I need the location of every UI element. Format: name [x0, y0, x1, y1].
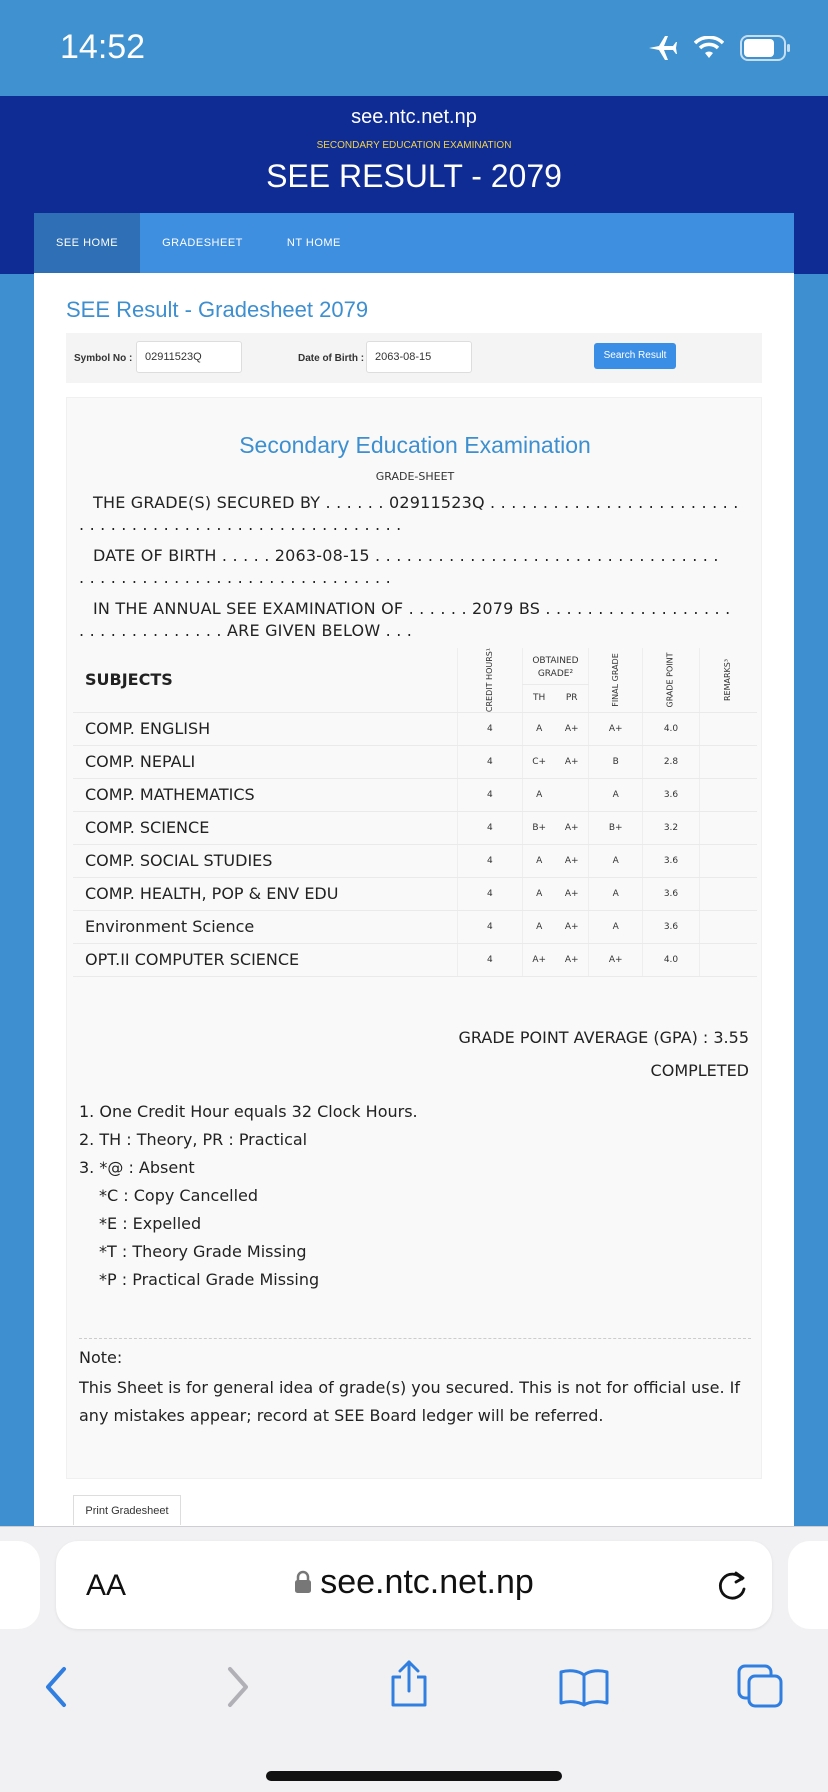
secured-by-text: THE GRADE(S) SECURED BY . . . . . . 02911523Q . . . . . . . . . . . . . . . . . . . . . . . . — [93, 493, 739, 512]
sheet-subtitle: GRADE-SHEET — [375, 470, 455, 483]
note-item: *P : Practical Grade Missing — [99, 1270, 320, 1289]
note-item: *T : Theory Grade Missing — [99, 1242, 307, 1261]
dob-label: Date of Birth : — [298, 353, 365, 364]
final-cell: A+ — [588, 712, 643, 745]
note-item: 2. TH : Theory, PR : Practical — [79, 1130, 308, 1149]
final-cell: B — [588, 745, 643, 778]
secured-by-line — [79, 492, 755, 514]
pr-cell: A+ — [555, 910, 588, 943]
exam-line-cont: . . . . . . . . . . . . . . ARE GIVEN BELOW . . . — [79, 621, 413, 640]
share-icon[interactable] — [388, 1659, 430, 1714]
note-text: This Sheet is for general idea of grade(s) you secured. This is not for official use. If any mistakes appear; record at SEE Board ledger will be referred. — [79, 1378, 740, 1425]
gp-cell: 3.6 — [643, 877, 699, 910]
table-row — [73, 712, 757, 745]
sheet-title: Secondary Education Examination — [239, 432, 591, 458]
pr-cell: A+ — [555, 877, 588, 910]
previous-tab-pill[interactable] — [0, 1541, 40, 1629]
th-cell: A — [522, 910, 555, 943]
back-icon[interactable] — [42, 1665, 72, 1714]
secured-by-line-cont: . . . . . . . . . . . . . . . . . . . . . . . . . . . . . . . — [79, 515, 402, 534]
print-gradesheet-button[interactable]: Print Gradesheet — [73, 1495, 181, 1525]
legend-notes — [79, 1098, 418, 1294]
pr-cell — [555, 778, 588, 811]
address-bar[interactable] — [56, 1541, 772, 1629]
battery-icon — [740, 35, 792, 61]
gp-cell: 3.6 — [643, 778, 699, 811]
dob-line — [79, 545, 755, 567]
remarks-cell — [699, 811, 757, 844]
tabs-icon[interactable] — [736, 1663, 784, 1714]
subject-cell: COMP. NEPALI — [73, 745, 457, 778]
reader-settings-button[interactable]: AA — [86, 1569, 127, 1602]
gp-cell: 4.0 — [643, 943, 699, 976]
gp-cell: 3.6 — [643, 910, 699, 943]
pr-cell: A+ — [555, 844, 588, 877]
credit-cell: 4 — [457, 910, 522, 943]
table-row — [73, 745, 757, 778]
pr-cell: A+ — [555, 712, 588, 745]
gpa-text: GRADE POINT AVERAGE (GPA) : 3.55 — [458, 1028, 749, 1047]
main-nav — [34, 213, 794, 273]
col-obtained-grade: OBTAINED GRADE² — [522, 648, 588, 684]
subject-cell: COMP. ENGLISH — [73, 712, 457, 745]
subject-cell: COMP. SOCIAL STUDIES — [73, 844, 457, 877]
remarks-cell — [699, 778, 757, 811]
pr-cell: A+ — [555, 943, 588, 976]
col-remarks: REMARKS³ — [699, 648, 757, 712]
th-cell: B+ — [522, 811, 555, 844]
completion-status: COMPLETED — [650, 1061, 749, 1080]
table-row — [73, 910, 757, 943]
col-credit-hours: CREDIT HOURS¹ — [457, 648, 522, 712]
final-cell: A — [588, 910, 643, 943]
left-gutter — [0, 274, 34, 1526]
lock-icon — [294, 1570, 312, 1594]
table-row — [73, 877, 757, 910]
content-panel — [34, 273, 794, 1526]
nav-nt-home[interactable]: NT HOME — [286, 237, 341, 249]
forward-icon[interactable] — [222, 1665, 252, 1714]
th-cell: C+ — [522, 745, 555, 778]
credit-cell: 4 — [457, 811, 522, 844]
table-row — [73, 943, 757, 976]
dob-input[interactable]: 2063-08-15 — [366, 341, 472, 373]
credit-cell: 4 — [457, 778, 522, 811]
credit-cell: 4 — [457, 844, 522, 877]
th-cell: A — [522, 712, 555, 745]
gp-cell: 4.0 — [643, 712, 699, 745]
status-bar — [0, 0, 828, 96]
th-cell: A+ — [522, 943, 555, 976]
symbol-input[interactable]: 02911523Q — [136, 341, 242, 373]
pr-cell: A+ — [555, 745, 588, 778]
credit-cell: 4 — [457, 877, 522, 910]
airplane-icon — [646, 34, 678, 62]
search-form — [66, 333, 762, 383]
table-row — [73, 811, 757, 844]
site-title: SEE RESULT - 2079 — [266, 158, 562, 194]
note-item: 1. One Credit Hour equals 32 Clock Hours. — [79, 1102, 418, 1121]
credit-cell: 4 — [457, 943, 522, 976]
dob-line-cont: . . . . . . . . . . . . . . . . . . . . . . . . . . . . . . — [79, 568, 391, 587]
symbol-label: Symbol No : — [74, 353, 133, 364]
wifi-icon — [694, 36, 724, 60]
note-item: *E : Expelled — [99, 1214, 202, 1233]
subject-cell: COMP. SCIENCE — [73, 811, 457, 844]
final-cell: B+ — [588, 811, 643, 844]
grade-table — [73, 648, 757, 977]
status-icons — [646, 34, 792, 62]
pr-cell: A+ — [555, 811, 588, 844]
page-title: SEE Result - Gradesheet 2079 — [66, 297, 369, 322]
col-grade-point: GRADE POINT — [643, 648, 699, 712]
status-time: 14:52 — [60, 28, 146, 66]
exam-text: IN THE ANNUAL SEE EXAMINATION OF . . . . . . 2079 BS . . . . . . . . . . . . . . . . . . — [93, 599, 731, 618]
reload-icon[interactable] — [714, 1565, 750, 1610]
remarks-cell — [699, 910, 757, 943]
right-gutter — [794, 274, 828, 1526]
table-row — [73, 844, 757, 877]
site-domain: see.ntc.net.np — [351, 106, 477, 128]
col-th: TH — [522, 684, 555, 712]
search-result-button[interactable]: Search Result — [594, 343, 676, 369]
next-tab-pill[interactable] — [788, 1541, 828, 1629]
remarks-cell — [699, 943, 757, 976]
note-item: *C : Copy Cancelled — [99, 1186, 259, 1205]
gp-cell: 3.2 — [643, 811, 699, 844]
site-subtitle: SECONDARY EDUCATION EXAMINATION — [316, 140, 512, 151]
dob-text: DATE OF BIRTH . . . . . 2063-08-15 . . . . . . . . . . . . . . . . . . . . . . . . . . . . . . . . . — [93, 546, 719, 565]
final-cell: A — [588, 877, 643, 910]
note-heading: Note: — [79, 1348, 123, 1367]
remarks-cell — [699, 844, 757, 877]
credit-cell: 4 — [457, 745, 522, 778]
col-subjects: SUBJECTS — [73, 648, 457, 712]
col-final-grade: FINAL GRADE — [588, 648, 643, 712]
gp-cell: 2.8 — [643, 745, 699, 778]
bookmarks-icon[interactable] — [558, 1667, 610, 1712]
col-pr: PR — [555, 684, 588, 712]
browser-toolbar — [0, 1657, 828, 1727]
remarks-cell — [699, 712, 757, 745]
th-cell: A — [522, 844, 555, 877]
home-indicator — [266, 1771, 562, 1781]
divider — [79, 1338, 751, 1339]
note-item: 3. *@ : Absent — [79, 1158, 195, 1177]
th-cell: A — [522, 877, 555, 910]
th-cell: A — [522, 778, 555, 811]
subject-cell: COMP. HEALTH, POP & ENV EDU — [73, 877, 457, 910]
final-cell: A+ — [588, 943, 643, 976]
gp-cell: 3.6 — [643, 844, 699, 877]
browser-bottom-bar — [0, 1526, 828, 1792]
url-text: see.ntc.net.np — [320, 1563, 534, 1601]
final-cell: A — [588, 844, 643, 877]
nav-gradesheet[interactable]: GRADESHEET — [162, 237, 243, 249]
subject-cell: Environment Science — [73, 910, 457, 943]
url-field[interactable] — [56, 1563, 772, 1602]
remarks-cell — [699, 877, 757, 910]
final-cell: A — [588, 778, 643, 811]
subject-cell: COMP. MATHEMATICS — [73, 778, 457, 811]
table-row — [73, 778, 757, 811]
exam-line — [79, 598, 755, 620]
subject-cell: OPT.II COMPUTER SCIENCE — [73, 943, 457, 976]
remarks-cell — [699, 745, 757, 778]
credit-cell: 4 — [457, 712, 522, 745]
nav-see-home[interactable]: SEE HOME — [34, 213, 140, 273]
grade-sheet — [66, 397, 762, 1479]
